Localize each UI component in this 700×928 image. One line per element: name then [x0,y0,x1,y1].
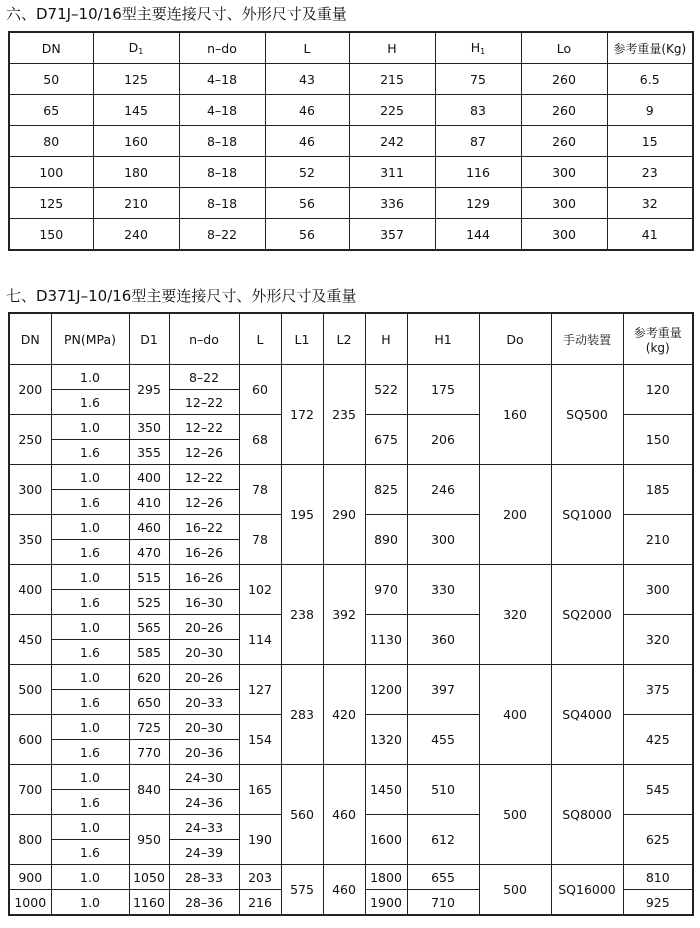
device-cell: SQ4000 [551,665,623,765]
h-cell: 522 [365,365,407,415]
ndo-cell: 24–36 [169,790,239,815]
weight-cell: 120 [623,365,693,415]
table-cell: 46 [265,95,349,126]
ndo-cell: 24–39 [169,840,239,865]
table-cell: 215 [349,64,435,95]
d1-cell: 460 [129,515,169,540]
table-cell: 145 [93,95,179,126]
h1-cell: 455 [407,715,479,765]
column-header: Lo [521,32,607,64]
table-row [9,157,693,188]
d1-cell: 1160 [129,890,169,916]
pn-cell: 1.0 [51,465,129,490]
l2-cell: 235 [323,365,365,465]
l-cell: 154 [239,715,281,765]
h1-cell: 710 [407,890,479,916]
ndo-cell: 20–30 [169,715,239,740]
dn-cell: 500 [9,665,51,715]
table-cell: 242 [349,126,435,157]
table-cell: 46 [265,126,349,157]
do-cell: 320 [479,565,551,665]
ndo-cell: 8–22 [169,365,239,390]
weight-cell: 320 [623,615,693,665]
column-header: L [265,32,349,64]
weight-cell: 210 [623,515,693,565]
ndo-cell: 12–26 [169,440,239,465]
l1-cell: 195 [281,465,323,565]
table-row [9,365,693,390]
column-header: H [365,313,407,365]
d1-cell: 585 [129,640,169,665]
dn-cell: 200 [9,365,51,415]
table-cell: 116 [435,157,521,188]
h-cell: 1800 [365,865,407,890]
dn-cell: 350 [9,515,51,565]
pn-cell: 1.6 [51,790,129,815]
h-cell: 1600 [365,815,407,865]
table-cell: 260 [521,126,607,157]
pn-cell: 1.0 [51,715,129,740]
weight-cell: 545 [623,765,693,815]
weight-cell: 925 [623,890,693,916]
dn-cell: 300 [9,465,51,515]
ndo-cell: 20–26 [169,615,239,640]
column-header: D1 [129,313,169,365]
table-cell: 56 [265,219,349,251]
column-header: DN [9,313,51,365]
l-cell: 190 [239,815,281,865]
column-header: H [349,32,435,64]
pn-cell: 1.0 [51,890,129,916]
device-cell: SQ8000 [551,765,623,865]
l1-cell: 560 [281,765,323,865]
table-cell: 300 [521,219,607,251]
weight-cell: 625 [623,815,693,865]
table-cell: 4–18 [179,95,265,126]
table-cell: 15 [607,126,693,157]
l-cell: 127 [239,665,281,715]
d1-cell: 770 [129,740,169,765]
table-row [9,95,693,126]
h1-cell: 655 [407,865,479,890]
ndo-cell: 20–30 [169,640,239,665]
d1-cell: 400 [129,465,169,490]
ndo-cell: 24–30 [169,765,239,790]
h1-cell: 300 [407,515,479,565]
ndo-cell: 28–33 [169,865,239,890]
table-cell: 8–18 [179,157,265,188]
d1-cell: 950 [129,815,169,865]
table-cell: 8–22 [179,219,265,251]
column-header: L2 [323,313,365,365]
dn-cell: 400 [9,565,51,615]
d1-cell: 565 [129,615,169,640]
table-cell: 210 [93,188,179,219]
table-cell: 56 [265,188,349,219]
d1-cell: 470 [129,540,169,565]
l2-cell: 460 [323,765,365,865]
table-cell: 6.5 [607,64,693,95]
table-cell: 260 [521,95,607,126]
table-cell: 41 [607,219,693,251]
l-cell: 165 [239,765,281,815]
table-row [9,565,693,590]
d1-cell: 650 [129,690,169,715]
pn-cell: 1.0 [51,415,129,440]
weight-cell: 375 [623,665,693,715]
table-cell: 43 [265,64,349,95]
device-cell: SQ2000 [551,565,623,665]
pn-cell: 1.6 [51,740,129,765]
pn-cell: 1.0 [51,365,129,390]
table-cell: 336 [349,188,435,219]
table-cell: 240 [93,219,179,251]
table-row [9,188,693,219]
ndo-cell: 12–22 [169,465,239,490]
column-header: n–do [169,313,239,365]
weight-cell: 185 [623,465,693,515]
l2-cell: 460 [323,865,365,916]
ndo-cell: 24–33 [169,815,239,840]
column-header: $D_1$ [93,32,179,64]
section-1-title: 六、D71J–10/16型主要连接尺寸、外形尺寸及重量 [6,5,347,23]
do-cell: 500 [479,765,551,865]
column-header: $H_1$ [435,32,521,64]
ndo-cell: 12–22 [169,390,239,415]
table-row [9,665,693,690]
pn-cell: 1.0 [51,865,129,890]
table-cell: 83 [435,95,521,126]
pn-cell: 1.6 [51,390,129,415]
h1-cell: 397 [407,665,479,715]
h1-cell: 330 [407,565,479,615]
l-cell: 78 [239,465,281,515]
column-header: DN [9,32,93,64]
pn-cell: 1.6 [51,590,129,615]
pn-cell: 1.6 [51,540,129,565]
table-cell: 75 [435,64,521,95]
section-2-title: 七、D371J–10/16型主要连接尺寸、外形尺寸及重量 [6,287,357,305]
table-cell: 357 [349,219,435,251]
ndo-cell: 16–22 [169,515,239,540]
pn-cell: 1.0 [51,665,129,690]
l1-cell: 283 [281,665,323,765]
dn-cell: 800 [9,815,51,865]
h-cell: 1130 [365,615,407,665]
h-cell: 970 [365,565,407,615]
pn-cell: 1.6 [51,440,129,465]
table-row [9,126,693,157]
device-cell: SQ1000 [551,465,623,565]
l-cell: 78 [239,515,281,565]
do-cell: 160 [479,365,551,465]
table-row [9,219,693,251]
weight-cell: 810 [623,865,693,890]
d1-cell: 1050 [129,865,169,890]
d1-cell: 725 [129,715,169,740]
d1-cell: 515 [129,565,169,590]
do-cell: 200 [479,465,551,565]
d371j-dimension-table [8,312,694,916]
ndo-cell: 16–26 [169,540,239,565]
table-cell: 144 [435,219,521,251]
pn-cell: 1.6 [51,690,129,715]
column-header: 手动装置 [551,313,623,365]
table-cell: 125 [93,64,179,95]
table-header-row [9,32,693,64]
column-header: L1 [281,313,323,365]
h-cell: 1200 [365,665,407,715]
table-cell: 65 [9,95,93,126]
d71j-dimension-table [8,31,694,251]
device-cell: SQ500 [551,365,623,465]
pn-cell: 1.0 [51,515,129,540]
d1-cell: 620 [129,665,169,690]
table-cell: 100 [9,157,93,188]
ndo-cell: 12–26 [169,490,239,515]
table-cell: 87 [435,126,521,157]
ndo-cell: 28–36 [169,890,239,916]
pn-cell: 1.6 [51,840,129,865]
table-cell: 8–18 [179,126,265,157]
dn-cell: 600 [9,715,51,765]
table-header-row [9,313,693,365]
table-cell: 180 [93,157,179,188]
l1-cell: 575 [281,865,323,916]
h-cell: 1320 [365,715,407,765]
table-cell: 23 [607,157,693,188]
table-cell: 80 [9,126,93,157]
h1-cell: 206 [407,415,479,465]
l2-cell: 392 [323,565,365,665]
dn-cell: 1000 [9,890,51,916]
dn-cell: 250 [9,415,51,465]
l2-cell: 290 [323,465,365,565]
ndo-cell: 20–33 [169,690,239,715]
table-cell: 129 [435,188,521,219]
h-cell: 675 [365,415,407,465]
do-cell: 500 [479,865,551,916]
h1-cell: 510 [407,765,479,815]
table-cell: 125 [9,188,93,219]
d1-cell: 410 [129,490,169,515]
l-cell: 60 [239,365,281,415]
h1-cell: 175 [407,365,479,415]
device-cell: SQ16000 [551,865,623,916]
ndo-cell: 12–22 [169,415,239,440]
l-cell: 216 [239,890,281,916]
table-cell: 311 [349,157,435,188]
do-cell: 400 [479,665,551,765]
column-header: Do [479,313,551,365]
table-cell: 260 [521,64,607,95]
l1-cell: 238 [281,565,323,665]
ndo-cell: 20–36 [169,740,239,765]
dn-cell: 700 [9,765,51,815]
column-header: H1 [407,313,479,365]
pn-cell: 1.0 [51,565,129,590]
table-cell: 300 [521,188,607,219]
table-cell: 4–18 [179,64,265,95]
column-header: L [239,313,281,365]
table-cell: 52 [265,157,349,188]
pn-cell: 1.6 [51,490,129,515]
h1-cell: 246 [407,465,479,515]
d1-cell: 840 [129,765,169,815]
pn-cell: 1.0 [51,815,129,840]
h-cell: 1450 [365,765,407,815]
d1-cell: 355 [129,440,169,465]
table-cell: 8–18 [179,188,265,219]
h-cell: 890 [365,515,407,565]
table-cell: 225 [349,95,435,126]
table-cell: 9 [607,95,693,126]
table-cell: 160 [93,126,179,157]
column-header: PN(MPa) [51,313,129,365]
dn-cell: 900 [9,865,51,890]
d1-cell: 525 [129,590,169,615]
l-cell: 102 [239,565,281,615]
weight-cell: 300 [623,565,693,615]
table-cell: 50 [9,64,93,95]
table-cell: 150 [9,219,93,251]
pn-cell: 1.0 [51,615,129,640]
dn-cell: 450 [9,615,51,665]
table-cell: 300 [521,157,607,188]
h1-cell: 612 [407,815,479,865]
table-row [9,765,693,790]
ndo-cell: 16–30 [169,590,239,615]
l1-cell: 172 [281,365,323,465]
d1-cell: 295 [129,365,169,415]
column-header: 参考重量 (kg) [623,313,693,365]
ndo-cell: 16–26 [169,565,239,590]
weight-cell: 150 [623,415,693,465]
table-row [9,865,693,890]
l2-cell: 420 [323,665,365,765]
l-cell: 114 [239,615,281,665]
h-cell: 825 [365,465,407,515]
column-header: n–do [179,32,265,64]
l-cell: 203 [239,865,281,890]
h-cell: 1900 [365,890,407,916]
column-header: 参考重量(Kg) [607,32,693,64]
pn-cell: 1.0 [51,765,129,790]
d1-cell: 350 [129,415,169,440]
ndo-cell: 20–26 [169,665,239,690]
pn-cell: 1.6 [51,640,129,665]
table-cell: 32 [607,188,693,219]
h1-cell: 360 [407,615,479,665]
table-row [9,64,693,95]
weight-cell: 425 [623,715,693,765]
table-row [9,465,693,490]
l-cell: 68 [239,415,281,465]
